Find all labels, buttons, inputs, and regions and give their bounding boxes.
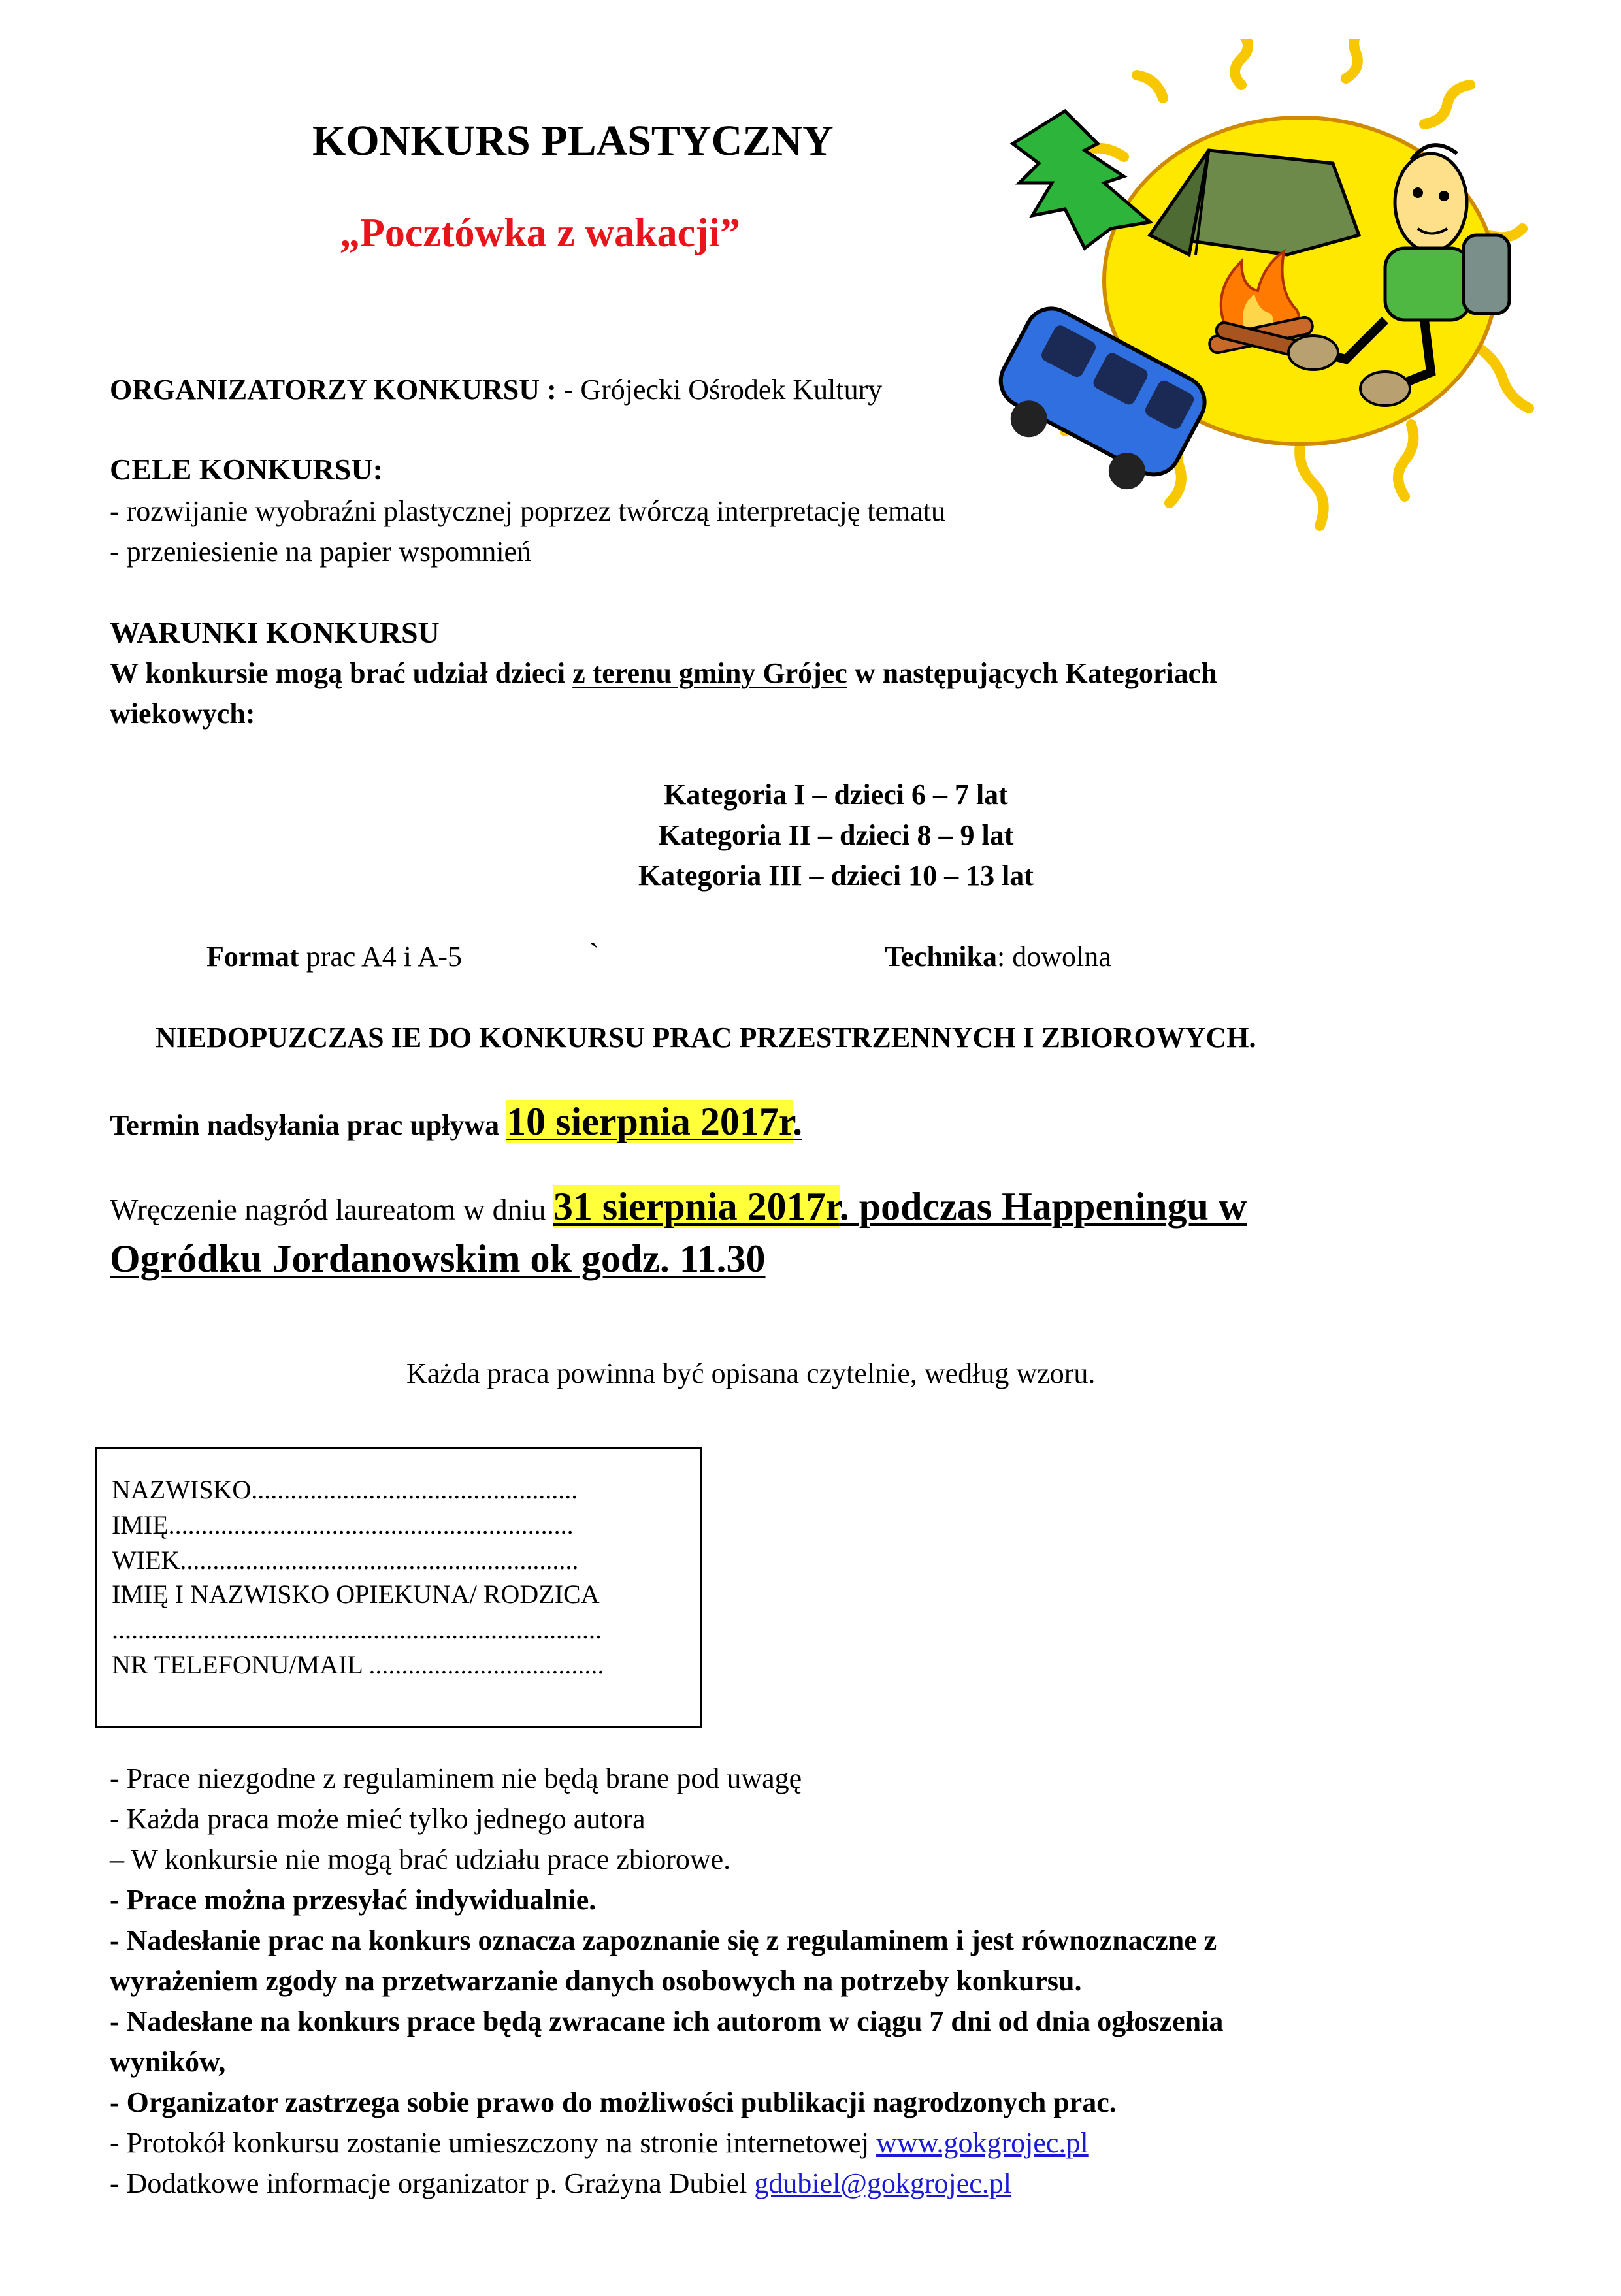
form-line: ........................................................................... [112, 1615, 602, 1644]
form-line: NR TELEFONU/MAIL .................................... [112, 1650, 604, 1679]
rule-item: - Nadesłanie prac na konkurs oznacza zapoznanie się z regulaminem i jest równoznaczne z [110, 1924, 1217, 1956]
format-label: Format [206, 941, 299, 973]
contact-line [110, 2163, 1011, 2204]
rule-item: wyników, [110, 2046, 226, 2078]
rule-item: - Prace można przesyłać indywidualnie. [110, 1884, 597, 1916]
organizers-value: - Grójecki Ośrodek Kultury [563, 374, 883, 406]
protocol-line [110, 2123, 1089, 2163]
goals-heading: CELE KONKURSU: [110, 453, 383, 486]
award-label: Wręczenie nagród laureatom w dniu [110, 1193, 553, 1226]
award-line [110, 1184, 1247, 1233]
goal-item: - rozwijanie wyobraźni plastycznej poprzez twórczą interpretację tematu [110, 495, 946, 527]
summer-camp-illustration [993, 39, 1535, 542]
technique-label: Technika [885, 941, 998, 973]
conditions-intro-text: w następujących Kategoriach [847, 657, 1217, 689]
conditions-intro-line2: wiekowych: [110, 698, 255, 730]
entry-label-template [95, 1447, 702, 1728]
rule-item: - Organizator zastrzega sobie prawo do możliwości publikacji nagrodzonych prac. [110, 2086, 1117, 2118]
award-place: Ogródku Jordanowskim ok godz. 11.30 [110, 1237, 766, 1280]
form-line: IMIĘ I NAZWISKO OPIEKUNA/ RODZICA [112, 1579, 600, 1609]
form-line: WIEK............................................................. [112, 1545, 579, 1575]
format-line [206, 937, 462, 977]
category-item: Kategoria II – dzieci 8 – 9 lat [658, 819, 1014, 851]
technique-value: : dowolna [997, 941, 1111, 973]
category-item: Kategoria I – dzieci 6 – 7 lat [664, 779, 1008, 811]
format-value: prac A4 i A-5 [299, 941, 463, 973]
rule-item: wyrażeniem zgody na przetwarzanie danych osobowych na potrzeby konkursu. [110, 1965, 1082, 1997]
contact-text: - Dodatkowe informacje organizator p. Grażyna Dubiel [110, 2167, 755, 2199]
rule-item: - Nadesłane na konkurs prace będą zwracane ich autorom w ciągu 7 dni od dnia ogłoszenia [110, 2005, 1224, 2037]
award-suffix: . podczas Happeningu w [839, 1185, 1247, 1228]
conditions-intro [110, 653, 1217, 694]
award-date: 31 sierpnia 2017r [553, 1185, 840, 1228]
page-subtitle: „Pocztówka z wakacji” [340, 211, 740, 255]
format-mark: ` [589, 938, 599, 970]
conditions-heading: WARUNKI KONKURSU [110, 616, 440, 649]
page-title: KONKURS PLASTYCZNY [312, 117, 834, 165]
form-line: NAZWISKO.................................................. [112, 1475, 578, 1504]
goal-item: - przeniesienie na papier wspomnień [110, 536, 532, 568]
technique-line [885, 937, 1111, 977]
website-link[interactable]: www.gokgrojec.pl [876, 2127, 1089, 2159]
deadline-suffix: . [792, 1100, 802, 1143]
exclusion-notice: NIEDOPUZCZAS IE DO KONKURSU PRAC PRZESTRZENNYCH I ZBIOROWYCH. [156, 1022, 1256, 1054]
organizers-line [110, 370, 882, 410]
category-item: Kategoria III – dzieci 10 – 13 lat [638, 860, 1034, 892]
protocol-text: - Protokół konkursu zostanie umieszczony na stronie internetowej [110, 2127, 877, 2159]
description-note: Każda praca powinna być opisana czytelnie, według wzoru. [406, 1357, 1096, 1389]
rule-item: – W konkursie nie mogą brać udziału prace zbiorowe. [110, 1843, 731, 1875]
form-line: IMIĘ.............................................................. [112, 1510, 574, 1540]
email-link[interactable]: gdubiel@gokgrojec.pl [754, 2167, 1012, 2199]
conditions-intro-text: W konkursie mogą brać udział dzieci [110, 657, 573, 689]
rule-item: - Prace niezgodne z regulaminem nie będą brane pod uwagę [110, 1762, 802, 1794]
deadline-date: 10 sierpnia 2017r [506, 1100, 793, 1143]
rule-item: - Każda praca może mieć tylko jednego autora [110, 1803, 646, 1835]
deadline-label: Termin nadsyłania prac upływa [110, 1109, 507, 1141]
organizers-label: ORGANIZATORZY KONKURSU : [110, 374, 564, 406]
region-underlined: z terenu gminy Grójec [572, 657, 847, 689]
deadline-line [110, 1099, 802, 1148]
